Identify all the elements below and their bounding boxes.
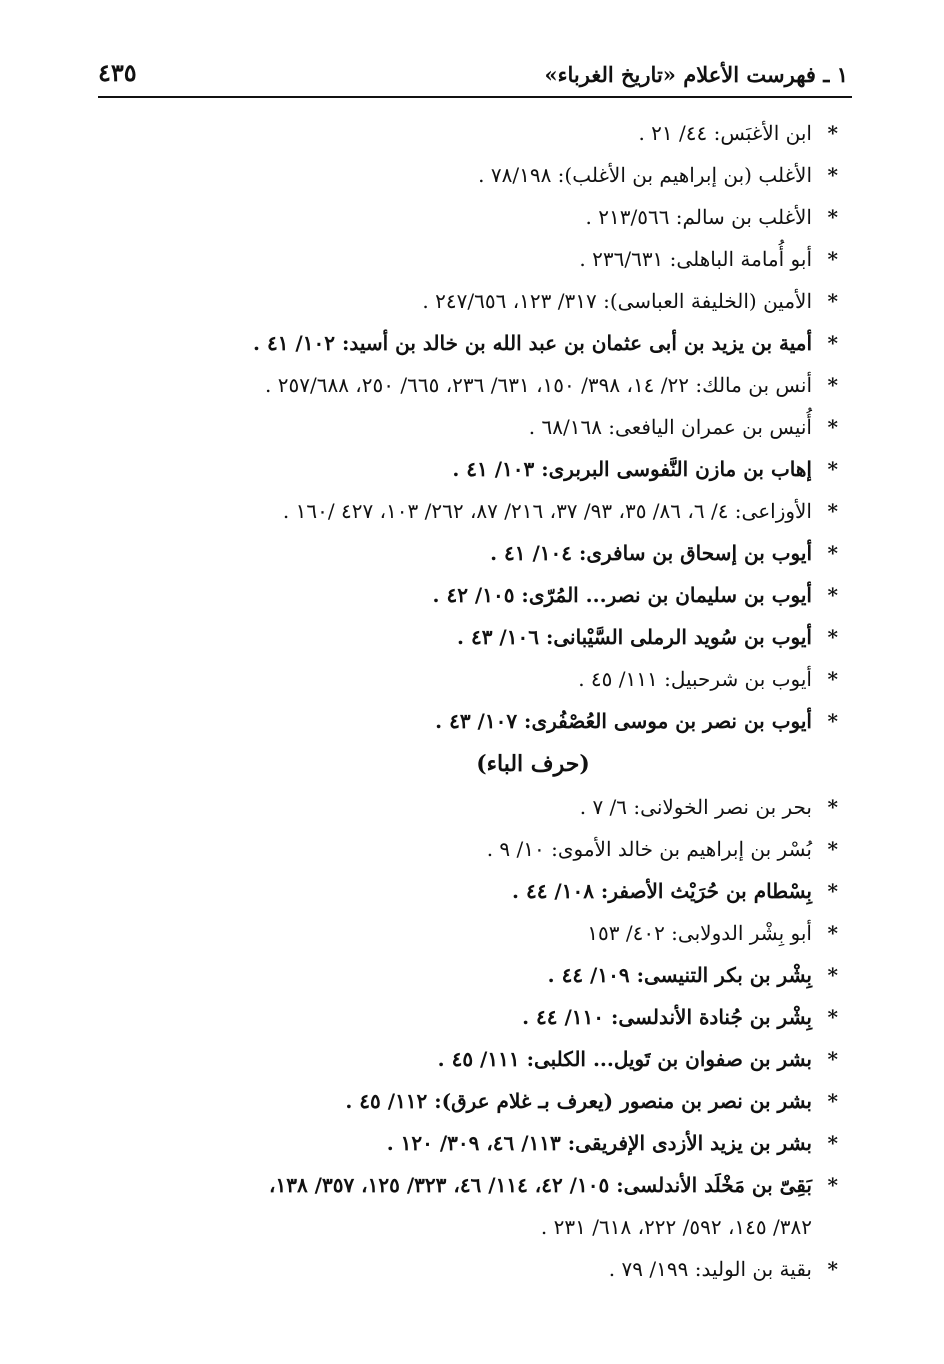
entry-text: الأوزاعى: ٤/ ٦، ٨٦/ ٣٥، ٩٣/ ٣٧، ٢١٦/ ٨٧، ٢٦٢/ ١٠٣، ٤٢٧ /١٦٠ . [282, 499, 812, 523]
asterisk-bullet: * [827, 625, 838, 649]
entry-text-line-1: بَقِىّ بن مَخْلَد الأندلسى: ١٠٥/ ٤٢، ١١٤/ ٤٦، ٣٢٣/ ١٢٥، ٣٥٧/ ١٣٨، [269, 1173, 812, 1197]
asterisk-bullet: * [827, 879, 838, 903]
index-entry [98, 1248, 838, 1290]
asterisk-bullet: * [827, 1131, 838, 1155]
index-entry [98, 786, 838, 828]
index-entry [98, 196, 838, 238]
index-entry [98, 280, 838, 322]
index-entry [98, 658, 838, 700]
section-heading: (حرف الباء) [476, 751, 590, 777]
entry-text: بشر بن نصر بن منصور (يعرف بـ غلام عرق): ١١٢/ ٤٥ . [345, 1089, 812, 1113]
index-entry [98, 574, 838, 616]
asterisk-bullet: * [827, 205, 838, 229]
asterisk-bullet: * [827, 457, 838, 481]
asterisk-bullet: * [827, 921, 838, 945]
index-entry [98, 828, 838, 870]
asterisk-bullet: * [827, 963, 838, 987]
entry-text: الأغلب (بن إبراهيم بن الأغلب): ٧٨/١٩٨ . [478, 163, 812, 187]
index-entry [98, 912, 838, 954]
asterisk-bullet: * [827, 121, 838, 145]
entry-text: بُسْر بن إبراهيم بن خالد الأموى: ١٠/ ٩ . [486, 837, 812, 861]
asterisk-bullet: * [827, 1089, 838, 1113]
entry-text-line-2: ٣٨٢/ ١٤٥، ٥٩٢/ ٢٢٢، ٦١٨/ ٢٣١ . [540, 1215, 812, 1239]
entry-text: أمية بن يزيد بن أبى عثمان بن عبد الله بن خالد بن أسيد: ١٠٢/ ٤١ . [253, 331, 812, 355]
asterisk-bullet: * [827, 331, 838, 355]
index-entry [98, 448, 838, 490]
page-number: ٤٣٥ [98, 58, 137, 87]
asterisk-bullet: * [827, 289, 838, 313]
index-entry-multiline [98, 1164, 838, 1248]
asterisk-bullet: * [827, 795, 838, 819]
entry-text: بحر بن نصر الخولانى: ٦/ ٧ . [579, 795, 812, 819]
entry-text: بِسْطام بن حُرَيْث الأصفر: ١٠٨/ ٤٤ . [512, 879, 812, 903]
index-entry [98, 700, 838, 742]
entry-text: إهاب بن مازن النَّفوسى البربرى: ١٠٣/ ٤١ . [452, 457, 812, 481]
entry-text: بقية بن الوليد: ١٩٩/ ٧٩ . [608, 1257, 812, 1281]
index-entry [98, 154, 838, 196]
entry-text: الأغلب بن سالم: ٢١٣/٥٦٦ . [585, 205, 812, 229]
index-entry [98, 1038, 838, 1080]
index-entry [98, 616, 838, 658]
entry-text: أيوب بن سليمان بن نصر... المُرّى: ١٠٥/ ٤٢ . [432, 583, 812, 607]
index-entry [98, 406, 838, 448]
index-entry [98, 322, 838, 364]
entry-text: أيوب بن إسحاق بن سافرى: ١٠٤/ ٤١ . [490, 541, 812, 565]
index-entry [98, 1080, 838, 1122]
index-entry [98, 870, 838, 912]
asterisk-bullet: * [827, 1257, 838, 1281]
asterisk-bullet: * [827, 247, 838, 271]
asterisk-bullet: * [827, 541, 838, 565]
index-entry [98, 996, 838, 1038]
index-entry [98, 532, 838, 574]
asterisk-bullet: * [827, 709, 838, 733]
entry-text: أيوب بن شرحبيل: ١١١/ ٤٥ . [578, 667, 812, 691]
asterisk-bullet: * [827, 837, 838, 861]
page-header [98, 56, 852, 98]
index-entries [98, 112, 838, 1290]
entry-text: أبو أُمامة الباهلى: ٢٣٦/٦٣١ . [579, 247, 812, 271]
asterisk-bullet: * [827, 1005, 838, 1029]
entry-text: بِشْر بن جُنادة الأندلسى: ١١٠/ ٤٤ . [522, 1005, 812, 1029]
index-entry [98, 954, 838, 996]
entry-text: بِشْر بن بكر التنيسى: ١٠٩/ ٤٤ . [547, 963, 812, 987]
running-title: ١ ـ فهرست الأعلام «تاريخ الغرباء» [544, 62, 848, 87]
entry-text: بشر بن صفوان بن تَويل... الكلبى: ١١١/ ٤٥ . [437, 1047, 812, 1071]
asterisk-bullet: * [827, 1047, 838, 1071]
asterisk-bullet: * [827, 1173, 838, 1197]
asterisk-bullet: * [827, 163, 838, 187]
asterisk-bullet: * [827, 415, 838, 439]
asterisk-bullet: * [827, 499, 838, 523]
entry-text: بشر بن يزيد الأزدى الإفريقى: ١١٣/ ٤٦، ٣٠٩/ ١٢٠ . [386, 1131, 812, 1155]
asterisk-bullet: * [827, 373, 838, 397]
entry-text: أيوب بن سُويد الرملى السَّيْبانى: ١٠٦/ ٤٣ . [457, 625, 812, 649]
index-entry [98, 490, 838, 532]
entry-text: أُنيس بن عمران اليافعى: ٦٨/١٦٨ . [528, 415, 812, 439]
index-entry [98, 1122, 838, 1164]
entry-text: ابن الأغبَس: ٤٤/ ٢١ . [638, 121, 812, 145]
index-entry [98, 238, 838, 280]
entry-text: أيوب بن نصر بن موسى العُصْفُرى: ١٠٧/ ٤٣ . [435, 709, 812, 733]
index-entry [98, 364, 838, 406]
entry-text: أنس بن مالك: ٢٢/ ١٤، ٣٩٨/ ١٥٠، ٦٣١/ ٢٣٦، ٦٦٥/ ٢٥٠، ٢٥٧/٦٨٨ . [265, 373, 812, 397]
asterisk-bullet: * [827, 583, 838, 607]
asterisk-bullet: * [827, 667, 838, 691]
index-entry [98, 112, 838, 154]
entry-text: الأمين (الخليفة العباسى): ٣١٧/ ١٢٣، ٢٤٧/٦٥٦ . [422, 289, 812, 313]
entry-text: أبو بِشْر الدولابى: ٤٠٢/ ١٥٣ [587, 921, 812, 945]
